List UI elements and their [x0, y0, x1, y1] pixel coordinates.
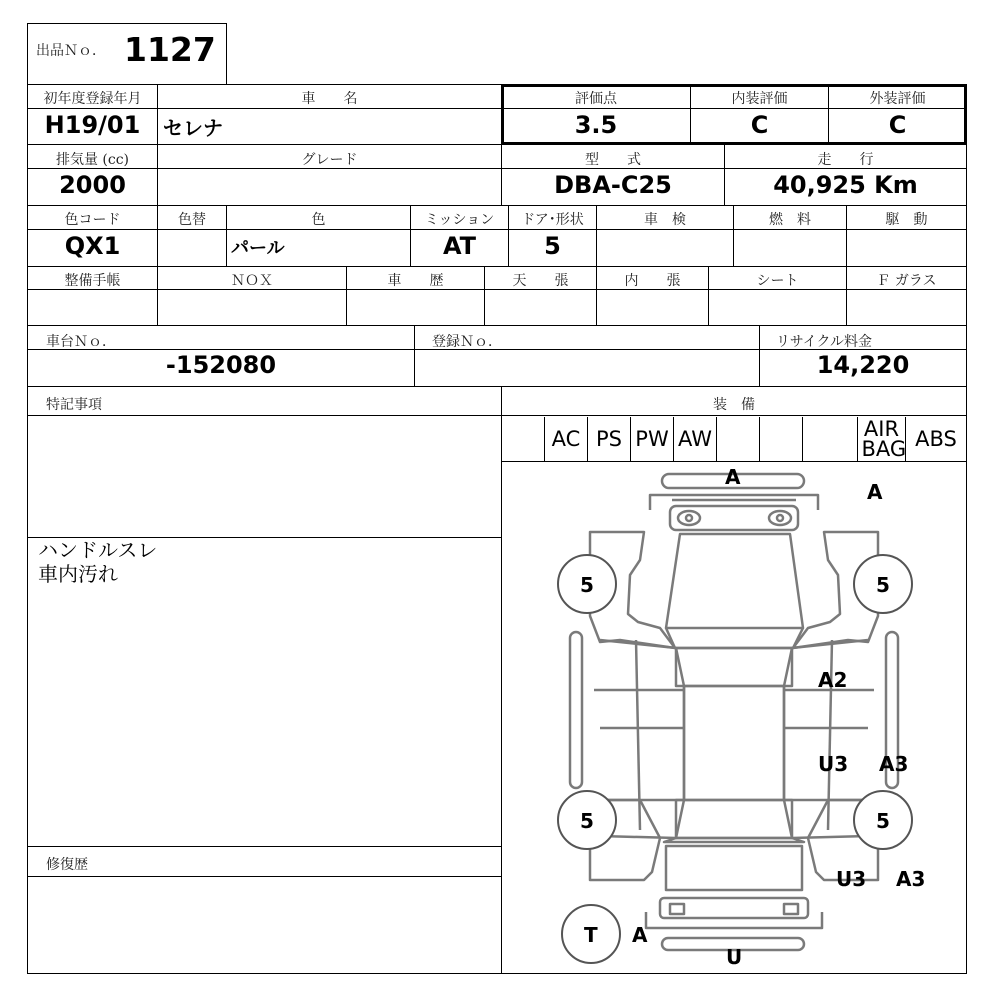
registration-number-label: 登録Ｎｏ．	[432, 334, 502, 350]
mark-right-door: A2	[818, 668, 848, 692]
special-notes-label: 特記事項	[46, 397, 102, 413]
exterior-score-value: C	[888, 111, 907, 139]
note-line-1: ハンドルスレ	[38, 538, 158, 562]
seat-label: シート	[756, 273, 799, 289]
model-label: 型 式	[585, 152, 641, 168]
color-code-label: 色コード	[64, 212, 121, 228]
interior-lining-label: 内 張	[624, 273, 681, 289]
doors-value: 5	[544, 232, 561, 260]
equipment-label: 装 備	[713, 397, 755, 413]
fuel-label: 燃 料	[769, 212, 811, 228]
equipment-ps: PS	[588, 417, 631, 461]
model-value: DBA-C25	[554, 171, 672, 199]
transmission-value: AT	[442, 232, 477, 260]
repair-history-label: 修復歴	[46, 857, 88, 873]
doors-label: ドア･形状	[521, 212, 584, 228]
shaken-label: 車 検	[644, 212, 686, 228]
nox-label: ＮＯＸ	[231, 273, 273, 289]
chassis-number-value: -152080	[165, 351, 277, 379]
mark-rear-left-wheel: 5	[580, 809, 594, 833]
equipment-pw: PW	[631, 417, 674, 461]
equipment-abs: ABS	[915, 427, 957, 451]
equipment-airbag-label: AIR BAG	[861, 417, 907, 461]
recycle-fee-value: 14,220	[816, 351, 910, 379]
mark-rear-left: A	[632, 923, 648, 947]
car-damage-diagram	[502, 462, 966, 973]
score-value: 3.5	[574, 111, 618, 139]
lot-number-label: 出品Ｎｏ．	[36, 43, 106, 59]
mark-front-bumper: A	[725, 465, 741, 489]
first-reg-label: 初年度登録年月	[43, 91, 142, 107]
note-line-2: 車内汚れ	[38, 562, 118, 586]
equipment-cell-blank-4	[803, 417, 858, 461]
displacement-value: 2000	[59, 171, 126, 199]
first-reg-value: H19/01	[44, 111, 141, 139]
mark-right-rear-scratch: A3	[879, 752, 909, 776]
interior-score-label: 内装評価	[731, 91, 788, 107]
maintenance-book-label: 整備手帳	[64, 273, 121, 289]
mark-front-left-wheel: 5	[580, 573, 594, 597]
equipment-cell-blank-3	[760, 417, 803, 461]
mark-front-right-wheel: 5	[876, 573, 890, 597]
equipment-aw: AW	[674, 417, 717, 461]
score-label: 評価点	[575, 91, 617, 107]
grade-label: グレード	[301, 152, 358, 168]
lot-number: 1127	[124, 30, 216, 69]
recycle-fee-label: リサイクル料金	[776, 334, 873, 350]
car-name-value: セレナ	[163, 116, 223, 140]
mark-rear-scratch: A3	[896, 867, 926, 891]
mark-rear-right-wheel: 5	[876, 809, 890, 833]
front-glass-label: Ｆ ガラス	[876, 273, 937, 289]
chassis-number-label: 車台Ｎｏ．	[46, 334, 116, 350]
equipment-airbag	[858, 417, 906, 461]
headliner-label: 天 張	[512, 273, 569, 289]
mark-right-rear-dent: U3	[818, 752, 849, 776]
mark-rear-dent: U3	[836, 867, 867, 891]
equipment-cell-blank-2	[717, 417, 760, 461]
vehicle-history-label: 車 歴	[387, 273, 444, 289]
mileage-value: 40,925 Km	[773, 171, 918, 199]
equipment-ac: AC	[545, 417, 588, 461]
exterior-score-label: 外装評価	[869, 91, 926, 107]
color-code-value: QX1	[64, 232, 121, 260]
drive-label: 駆 動	[885, 212, 928, 228]
displacement-label: 排気量 (cc)	[55, 152, 130, 168]
mark-front-right: A	[867, 480, 883, 504]
mark-rear-bumper: U	[726, 945, 743, 969]
mileage-label: 走 行	[817, 152, 874, 168]
color-label: 色	[311, 212, 326, 228]
color-value: パール	[231, 238, 285, 259]
interior-score-value: C	[750, 111, 769, 139]
car-name-label: 車 名	[301, 91, 358, 107]
mark-spare-tire: T	[584, 923, 598, 947]
transmission-label: ミッション	[424, 212, 495, 228]
equipment-cell-blank-1	[502, 417, 545, 461]
repaint-label: 色替	[178, 212, 206, 228]
